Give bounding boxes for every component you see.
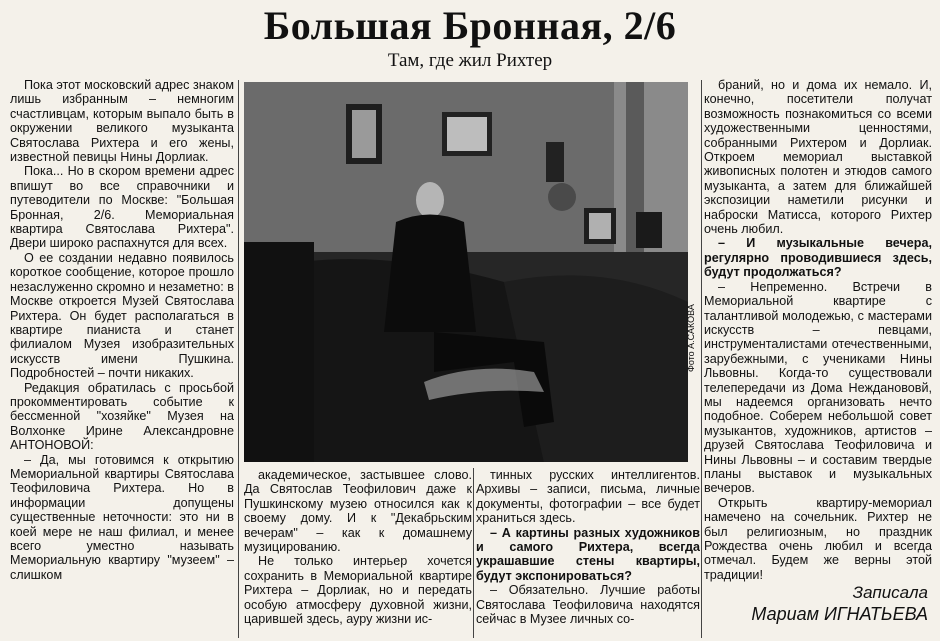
article-column-2: [244, 468, 472, 638]
paragraph: – А картины разных художников и самого Рихтера, всегда украшавшие стены квартиры, будут экспонироваться?: [476, 525, 700, 583]
paragraph: О ее создании недавно появилось короткое сообщение, которое прошло незаслуженно скромно и незаметно: в Москве откроется Музей Святослава Рихтера. Он будет располагаться в квартире пианиста и станет филиалом Музея изобразительных искусств имени Пушкина. Подробностей – почти никаких.: [10, 250, 234, 381]
article-column-4: [704, 78, 932, 588]
paragraph: тинных русских интеллигентов. Архивы – записи, письма, личные документы, фотографии – все будет храниться здесь.: [476, 468, 700, 526]
photo-credit: Фото А.САКОВА: [686, 304, 696, 372]
paragraph: Редакция обратилась с просьбой прокомментировать событие к бессменной "хозяйке" Музея на Волхонке Ирине Александровне АНТОНОВОЙ:: [10, 380, 234, 453]
article-photo: [244, 82, 688, 462]
column-divider: [238, 80, 239, 638]
paragraph: Открыть квартиру-мемориал намечено на сочельник. Рихтер не был религиозным, но праздник Рождества очень любил и всегда отмечал. Будем же верны этой традиции!: [704, 495, 932, 582]
paragraph: академическое, застывшее слово. Да Святослав Теофилович даже к Пушкинскому музею относился как к своему дому. И к "Декабрьским вечерам" – как к домашнему музицированию.: [244, 468, 472, 555]
byline-author: Мариам ИГНАТЬЕВА: [751, 604, 928, 624]
byline-label: Записала: [852, 583, 928, 602]
column-divider: [701, 80, 702, 638]
paragraph: – Обязательно. Лучшие работы Святослава Теофиловича находятся сейчас в Музее личных со-: [476, 583, 700, 627]
paragraph: – Непременно. Встречи в Мемориальной квартире с талантливой молодежью, с мастерами искусств – певцами, инструменталистами отечественными, зарубежными, с учениками Нины Львовны. Когда-то существовали телепередачи из Дома Нежданововй, мы надеемся организовать нечто подобное. Соберем небольшой совет музыкантов, художников, артистов – друзей Святослава Теофиловича и Нины Львовны – и составим твердые планы выставок и музыкальных вечеров.: [704, 279, 932, 496]
article-column-1: [10, 78, 234, 638]
paragraph: Не только интерьер хочется сохранить в Мемориальной квартире Рихтера – Дорлиак, но и передать особую атмосферу духовной жизни, царившей здесь, ауру жизни ис-: [244, 554, 472, 627]
photo-richter-apartment: [244, 82, 688, 462]
paragraph: – И музыкальные вечера, регулярно проводившиеся здесь, будут продолжаться?: [704, 236, 932, 280]
paragraph: браний, но и дома их немало. И, конечно, посетители получат возможность познакомиться со всеми художественными ценностями, собранными Рихтером и Дорлиак. Откроем мемориал выставкой живописных полотен и этюдов самого музыканта, а затем для ближайшей экспозиции наметили рисунки и наброски Матисса, которого Рихтер очень любил.: [704, 78, 932, 237]
headline: Большая Бронная, 2/6: [263, 3, 677, 48]
article-column-3: [476, 468, 700, 638]
paragraph: Пока этот московский адрес знаком лишь избранным – немногим счастливцам, которым выпало быть в окружении великого музыканта Святослава Рихтера и его жены, известной певицы Нины Дорлиак.: [10, 78, 234, 165]
paragraph: – Да, мы готовимся к открытию Мемориальной квартиры Святослава Теофиловича Рихтера. Но в информации допущены существенные неточности: это ни в коей мере не наш филиал, и менее всего уместно называть Мемориальную квартиру "музеем" – слишком: [10, 452, 234, 582]
subheadline: Там, где жил Рихтер: [387, 50, 553, 71]
paragraph: Пока... Но в скором времени адрес впишут во все справочники и путеводители по Москве: "Большая Бронная, 2/6. Мемориальная квартира Святослава Рихтера". Двери широко распахнутся для всех.: [10, 164, 234, 251]
column-divider: [473, 468, 474, 638]
